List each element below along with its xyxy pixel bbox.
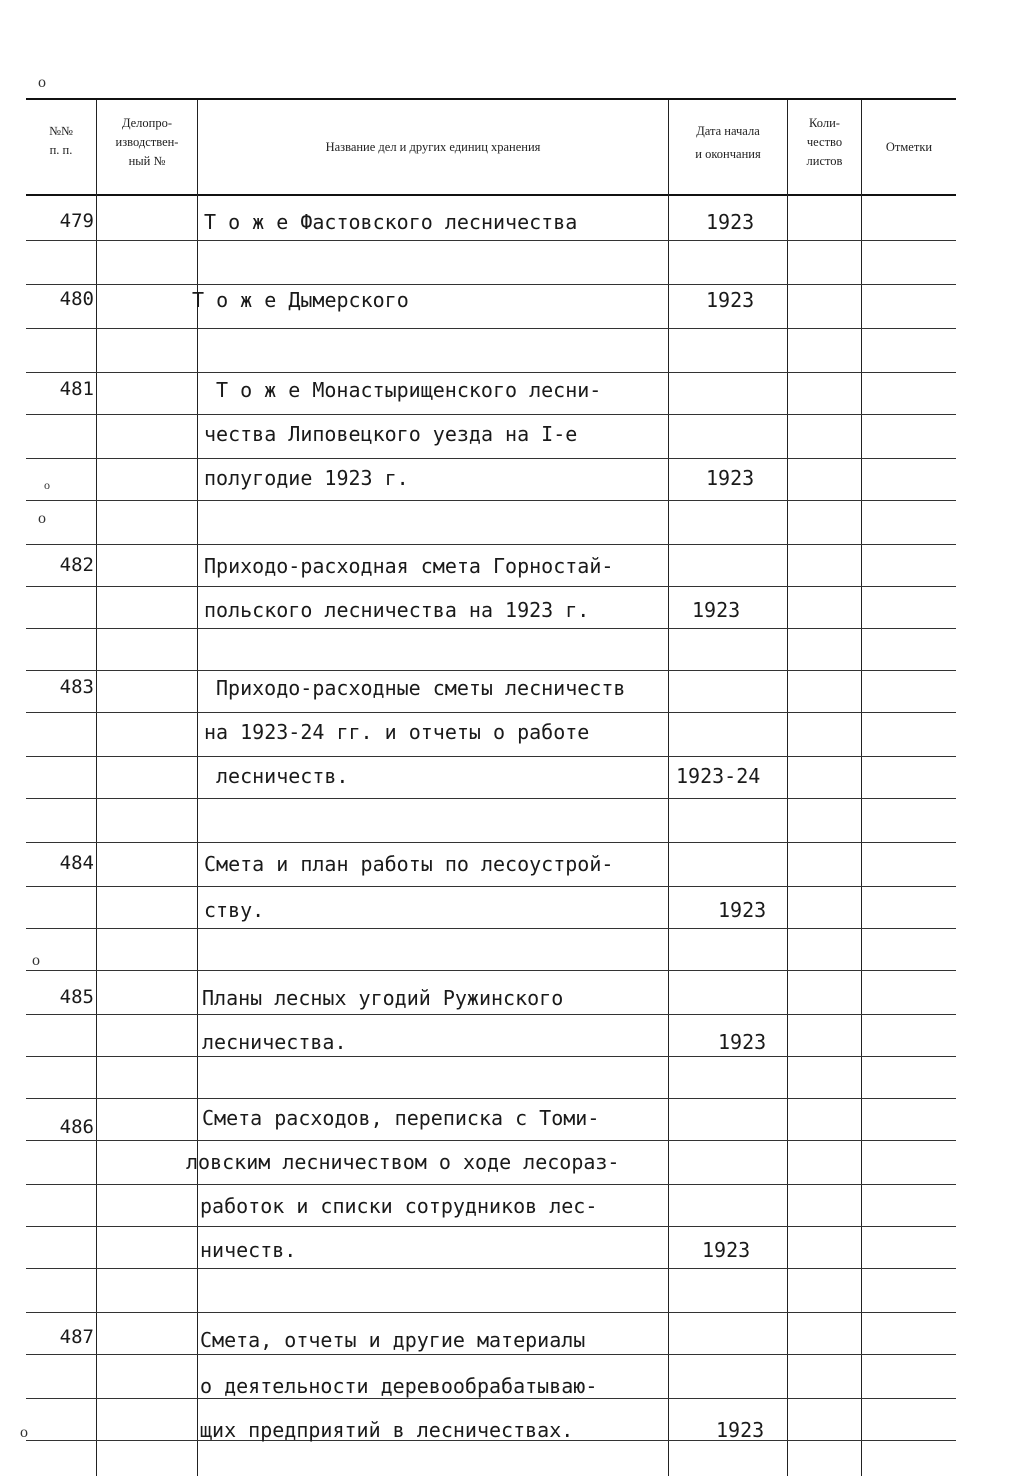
ruled-line [26, 1140, 956, 1141]
ruled-line [26, 284, 956, 285]
entry-title-line: Т о ж е Монастырищенского лесни- [216, 378, 602, 402]
header-count-line-2: чество [806, 135, 843, 149]
entry-date: 1923 [706, 210, 755, 234]
header-no-line-1: №№ [49, 124, 73, 138]
ruled-line [26, 1226, 956, 1227]
entry-date: 1923 [706, 466, 755, 490]
entry-number: 482 [59, 554, 94, 576]
entry-title-line: ничеств. [200, 1238, 297, 1262]
entry-title-line: Смета, отчеты и другие материалы [200, 1328, 586, 1352]
header-count-line-3: листов [806, 154, 843, 168]
entry-date: 1923 [706, 288, 755, 312]
col-divider-4 [787, 100, 788, 1476]
entry-title-line: Т о ж е Дымерского [192, 288, 409, 312]
ruled-line [26, 240, 956, 241]
col-divider-1 [96, 100, 97, 1476]
entry-number: 481 [59, 378, 94, 400]
header-rule [26, 194, 956, 196]
ruled-line [26, 586, 956, 587]
col-divider-3 [668, 100, 669, 1476]
ruled-line [26, 500, 956, 501]
margin-mark: o [38, 510, 46, 527]
ruled-line [26, 1184, 956, 1185]
margin-mark: o [44, 478, 50, 492]
entry-title-line: Приходо-расходная смета Горностай- [204, 554, 614, 578]
ruled-line [26, 798, 956, 799]
entry-date: 1923 [718, 1030, 767, 1054]
header-office-no [98, 114, 196, 171]
entry-date: 1923 [702, 1238, 751, 1262]
header-notes: Отметки [885, 140, 933, 154]
entry-title-line: лесничеств. [216, 764, 349, 788]
entry-title-line: полугодие 1923 г. [204, 466, 409, 490]
ruled-line [26, 1312, 956, 1313]
entry-number: 485 [59, 986, 94, 1008]
ruled-line [26, 1014, 956, 1015]
entry-title-line: о деятельности деревообрабатываю- [200, 1374, 598, 1398]
entry-number: 486 [59, 1116, 94, 1138]
entry-number: 479 [59, 210, 94, 232]
ruled-line [26, 1056, 956, 1057]
corner-mark: o [38, 74, 46, 91]
ruled-line [26, 970, 956, 971]
entry-number: 483 [59, 676, 94, 698]
top-rule [26, 98, 956, 100]
header-date [669, 122, 787, 164]
ruled-line [26, 712, 956, 713]
entry-title-line: ству. [204, 898, 265, 922]
entry-date: 1923-24 [676, 764, 761, 788]
entry-title-line: работок и списки сотрудников лес- [200, 1194, 598, 1218]
ruled-line [26, 928, 956, 929]
entry-title-line: на 1923-24 гг. и отчеты о работе [204, 720, 590, 744]
entry-number: 480 [59, 288, 94, 310]
entry-number: 484 [59, 852, 94, 874]
ruled-line [26, 886, 956, 887]
ruled-line [26, 842, 956, 843]
entry-title-line: польского лесничества на 1923 г. [204, 598, 590, 622]
header-date-line-2: и окончания [695, 147, 761, 161]
header-office-line-3: ный № [128, 154, 166, 168]
ruled-line [26, 414, 956, 415]
header-title: Название дел и других единиц хранения [325, 140, 541, 154]
header-no-line-2: п. п. [49, 143, 73, 157]
entry-title-line: Приходо-расходные сметы лесничеств [216, 676, 626, 700]
margin-mark: o [20, 1424, 28, 1441]
header-office-line-2: изводствен- [115, 135, 179, 149]
ruled-line [26, 1354, 956, 1355]
ruled-line [26, 372, 956, 373]
ruled-line [26, 1098, 956, 1099]
entry-date: 1923 [716, 1418, 765, 1442]
entry-title-line: лесничества. [202, 1030, 347, 1054]
ruled-line [26, 628, 956, 629]
ruled-line [26, 670, 956, 671]
entry-title-line: щих предприятий в лесничествах. [200, 1418, 574, 1442]
ruled-line [26, 1268, 956, 1269]
margin-mark: o [32, 952, 40, 969]
entry-title-line: ловским лесничеством о ходе лесораз- [186, 1150, 620, 1174]
col-divider-5 [861, 100, 862, 1476]
entry-title-line: Смета расходов, переписка с Томи- [202, 1106, 600, 1130]
ruled-line [26, 544, 956, 545]
entry-date: 1923 [692, 598, 741, 622]
ruled-line [26, 458, 956, 459]
ruled-line [26, 756, 956, 757]
header-date-line-1: Дата начала [696, 124, 760, 138]
header-no [26, 122, 96, 160]
entry-title-line: Смета и план работы по лесоустрой- [204, 852, 614, 876]
entry-title-line: Планы лесных угодий Ружинского [202, 986, 564, 1010]
entry-title-line: Т о ж е Фастовского лесничества [204, 210, 578, 234]
header-count-line-1: Коли- [809, 116, 840, 130]
header-count [788, 114, 861, 171]
ruled-line [26, 328, 956, 329]
entry-number: 487 [59, 1326, 94, 1348]
entry-title-line: чества Липовецкого уезда на I-е [204, 422, 578, 446]
entry-date: 1923 [718, 898, 767, 922]
header-office-line-1: Делопро- [121, 116, 173, 130]
ruled-line [26, 1398, 956, 1399]
